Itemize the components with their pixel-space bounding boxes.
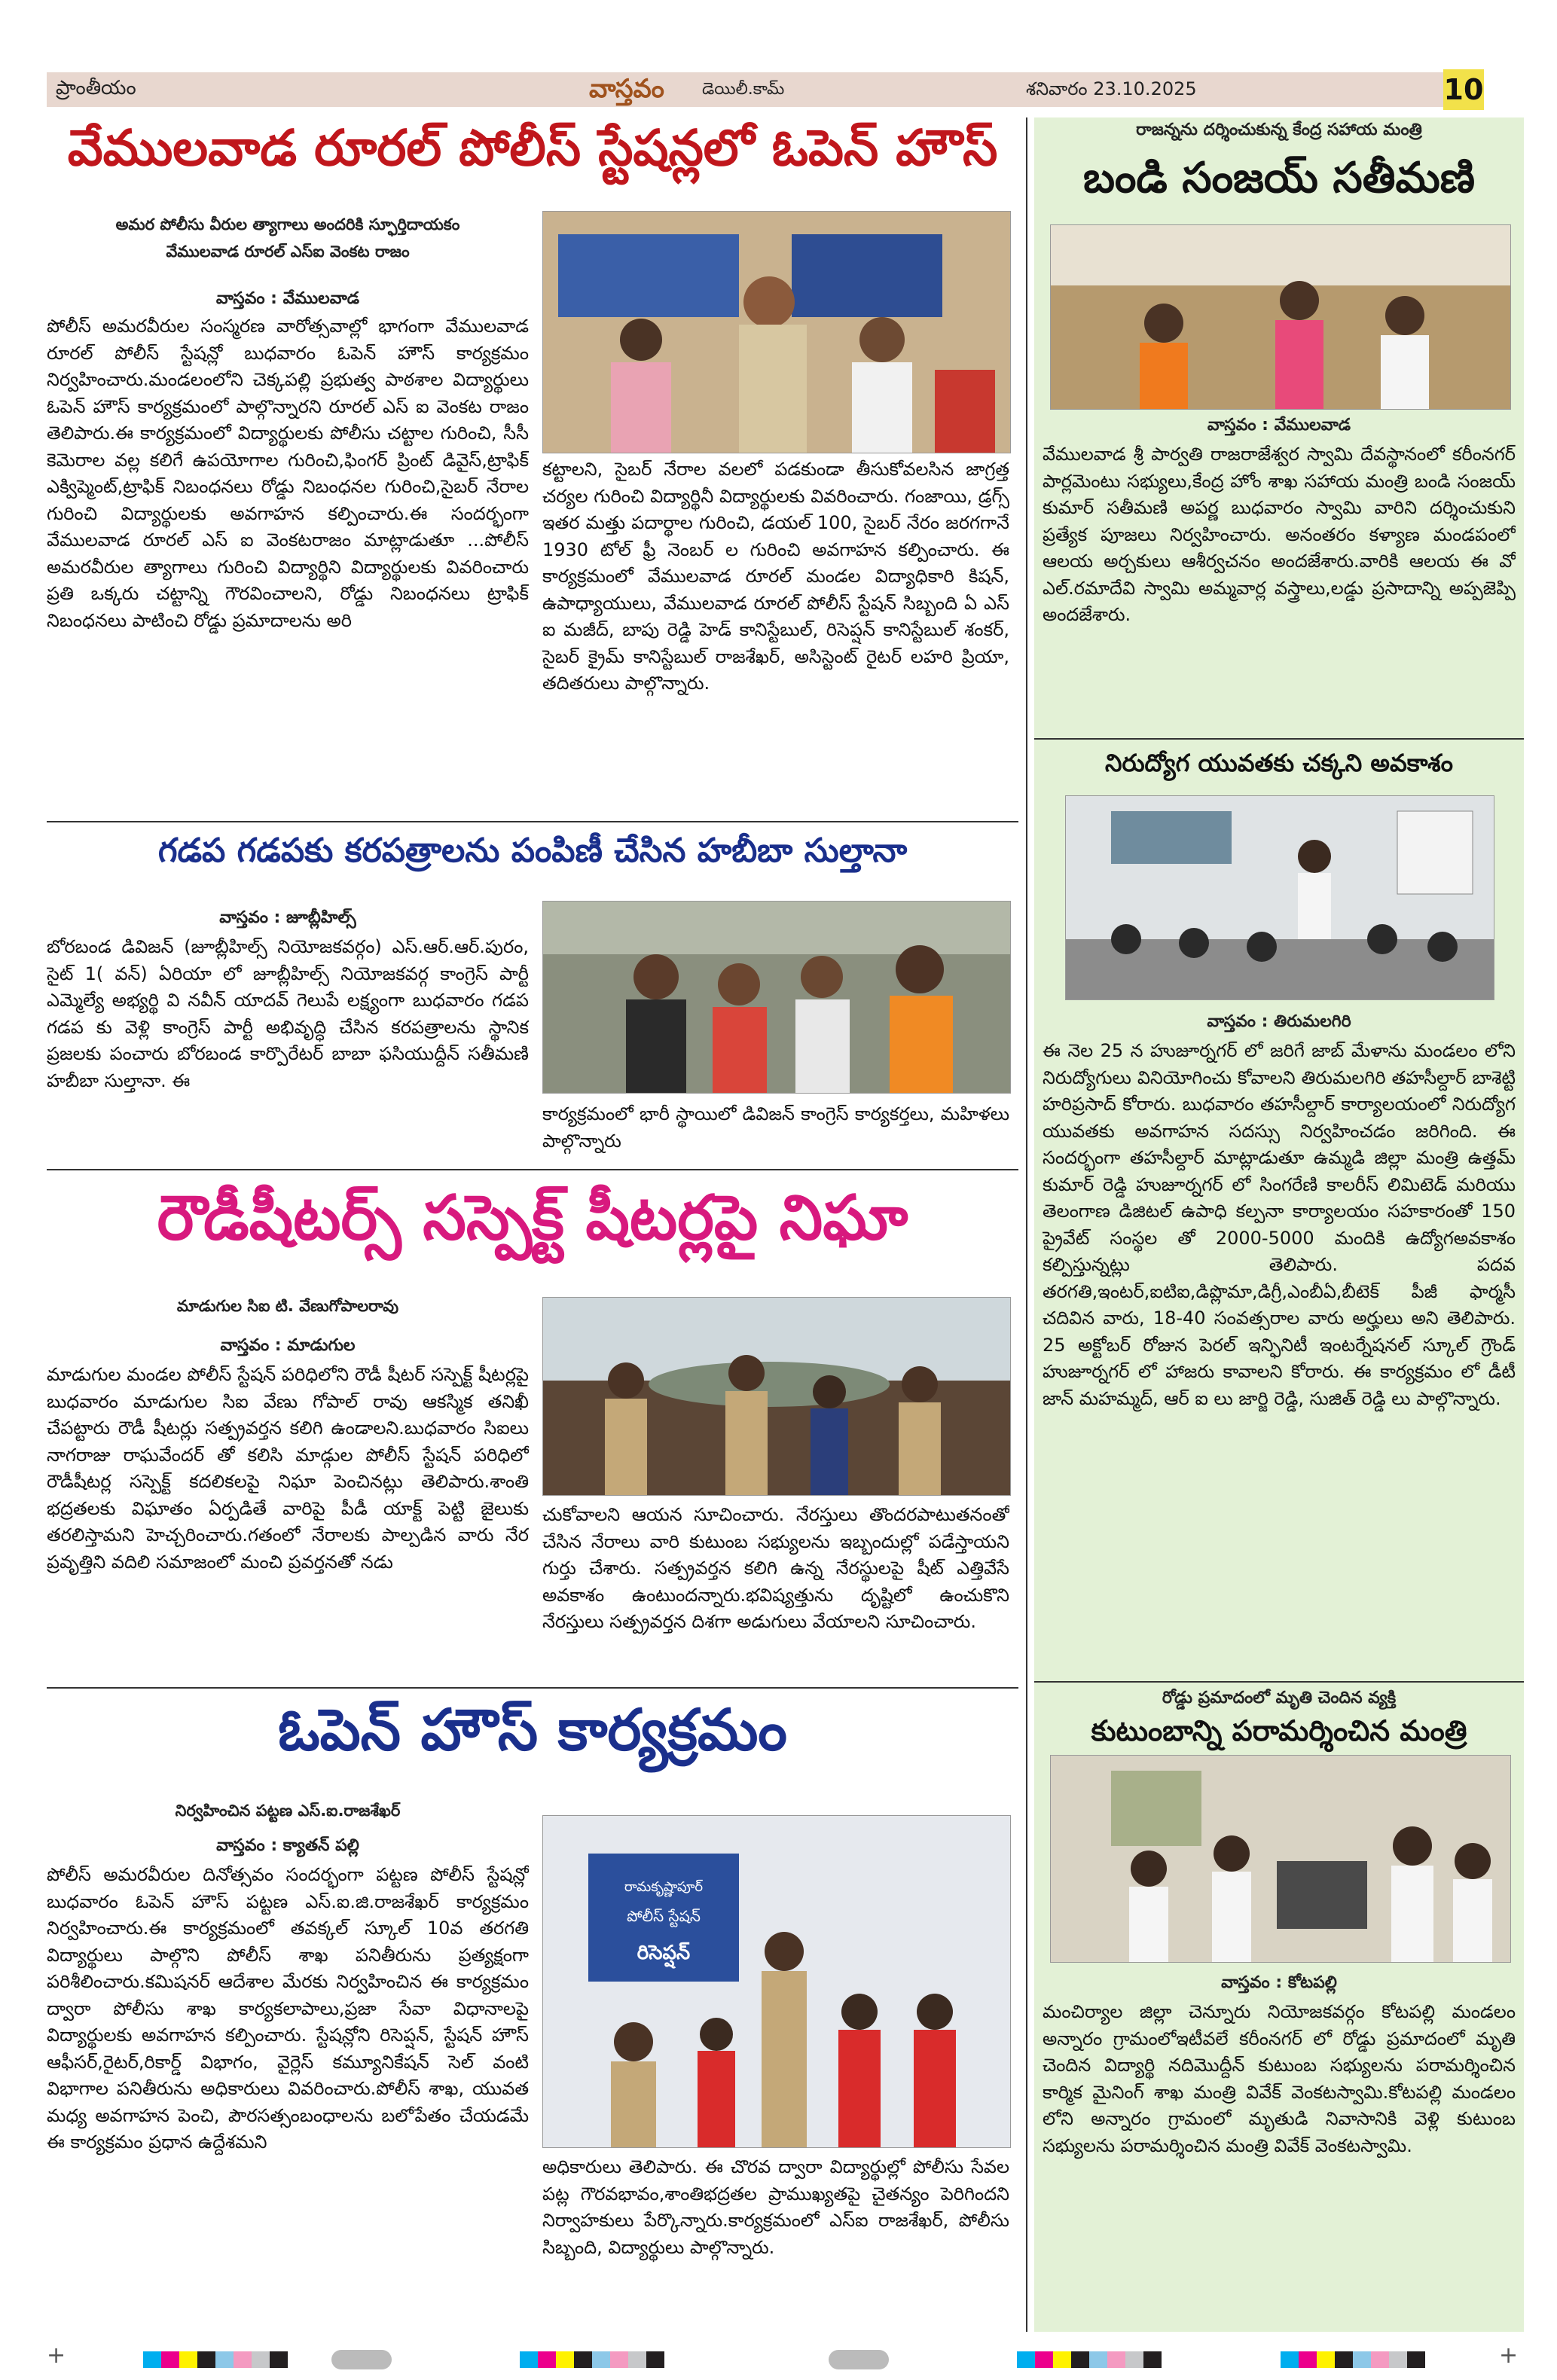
sidebar-separator	[1034, 738, 1524, 740]
sidebar-story3-kicker: రోడ్డు ప్రమాదంలో మృతి చెందిన వ్యక్తి	[1162, 1689, 1397, 1707]
page-number: 10	[1443, 69, 1484, 110]
sidebar-story1-photo	[1050, 224, 1511, 410]
article1-body-col2: కట్టాలని, సైబర్ నేరాల వలలో పడకుండా తీసుకోవలసిన జాగ్రత్త చర్యల గురించి విద్యార్థినీ విద్యార్థులకు వివరించారు. గంజాయి, డ్రగ్స్ ఇతర మత్తు పదార్థాల గురించి, డయల్ 100, సైబర్ నేరం జరగగానే 1930 టోల్ ఫ్రీ నెంబర్ ల గురించి అవగాహన కల్పించారు. ఈ కార్యక్రమంలో వేములవాడ రూరల్ మండల విద్యాధికారి కిషన్, ఉపాధ్యాయులు, వేములవాడ రూరల్ పోలీస్ స్టేషన్ సిబ్బంది ఏ ఎస్ ఐ మజీద్, బాపు రెడ్డి హెడ్ కానిస్టేబుల్, రిసెప్షన్ కానిస్టేబుల్ శంకర్, సైబర్ క్రైమ్ కానిస్టేబుల్ రాజశేఖర్, అసిస్టెంట్ రైటర్ లహరి ప్రియా, తదితరులు పాల్గొన్నారు.	[542, 459, 1009, 694]
brand-subtitle: డెయిలీ.కామ్	[702, 80, 785, 99]
registration-oval	[331, 2350, 392, 2369]
article2-dateline: వాస్తవం : జూబ్లీహిల్స్	[219, 908, 356, 927]
article2-headline: గడప గడపకు కరపత్రాలను పంపిణీ చేసిన హబీబా సుల్తానా	[157, 831, 908, 870]
sidebar-story2-dateline: వాస్తవం : తిరుమలగిరి	[1207, 1012, 1351, 1031]
sidebar-story3-headline: కుటుంబాన్ని పరామర్శించిన మంత్రి	[1091, 1714, 1467, 1747]
article4-body-col2: అధికారులు తెలిపారు. ఈ చొరవ ద్వారా విద్యార్థుల్లో పోలీసు సేవల పట్ల గౌరవభావం,శాంతిభద్రతల ప్రాముఖ్యతపై చైతన్యం పెరిగిందని నిర్వాహకులు పేర్కొన్నారు.కార్యక్రమంలో ఎస్ఐ రాజశేఖర్, పోలీసు సిబ్బంది, విద్యార్థులు పాల్గొన్నారు.	[542, 2156, 1009, 2258]
article4-dateline: వాస్తవం : క్యాతన్ పల్లి	[216, 1836, 359, 1855]
article-separator	[47, 1687, 1018, 1689]
registration-mark: +	[47, 2342, 66, 2369]
article3-body-col2: చుకోవాలని ఆయన సూచించారు. నేరస్తులు తొందరపాటుతనంతో చేసిన నేరాలు వారి కుటుంబ సభ్యులను ఇబ్బందుల్లో పడేస్తాయని గుర్తు చేశారు. సత్ప్రవర్తన కలిగి ఉన్న నేరస్థులపై షీట్ ఎత్తివేసే అవకాశం ఉంటుందన్నారు.భవిష్యత్తును దృష్టిలో ఉంచుకొని నేరస్తులు సత్ప్రవర్తన దిశగా అడుగులు వేయాలని సూచించారు.	[542, 1504, 1009, 1632]
article1-photo	[542, 211, 1011, 453]
color-bar	[1281, 2351, 1425, 2368]
sidebar-story2-body: ఈ నెల 25 న హుజూర్నగర్ లో జరిగే జాబ్ మేళాను మండలం లోని నిరుద్యోగులు వినియోగించు కోవాలని తిరుమలగిరి తహసీల్దార్ బాశెట్టి హరిప్రసాద్ కోరారు. బుధవారం తహసీల్దార్ కార్యాలయంలో నిరుద్యోగ యువతకు అవగాహన సదస్సు నిర్వహించడం జరిగింది. ఈ సందర్భంగా తహసీల్దార్ మాట్లాడుతూ ఉమ్మడి జిల్లా మంత్రి ఉత్తమ్ కుమార్ రెడ్డి హుజూర్నగర్ లో సింగరేణి కాలరీస్ లిమిటెడ్ మరియు తెలంగాణ డిజిటల్ ఉపాధి కల్పనా కార్యాలయం సహకారంతో 150 ప్రైవేట్ సంస్థల తో 2000-5000 మందికి ఉద్యోగఅవకాశం కల్పిస్తున్నట్లు తెలిపారు. పదవ తరగతి,ఇంటర్,ఐటిఐ,డిప్లొమా,డిగ్రీ,ఎంబీఏ,బీటెక్ పీజీ ఫార్మసీ చదివిన వారు, 18-40 సంవత్సరాల వారు అర్హులు అని తెలిపారు. 25 అక్టోబర్ రోజున పెరల్ ఇన్ఫినిటీ ఇంటర్నేషనల్ స్కూల్ గ్రౌండ్ హుజూర్నగర్ లో హాజరు కావాలని కోరారు. ఈ కార్యక్రమం లో డీటీ జాన్ మహమ్మద్, ఆర్ ఐ లు జార్జి రెడ్డి, సుజిత్ రెడ్డి లు పాల్గొన్నారు.	[1043, 1040, 1516, 1409]
sidebar-story1-dateline: వాస్తవం : వేములవాడ	[1207, 416, 1351, 435]
registration-mark: +	[1499, 2342, 1519, 2369]
article4-headline: ఓపెన్ హౌస్ కార్యక్రమం	[278, 1696, 787, 1763]
article1-subhead1: అమర పోలీసు వీరుల త్యాగాలు అందరికి స్ఫూర్తిదాయకం	[115, 215, 460, 233]
color-bar	[520, 2351, 664, 2368]
color-bar	[143, 2351, 288, 2368]
photo-sign-line2: పోలీస్ స్టేషన్	[627, 1907, 701, 1925]
sidebar-story1-headline: బండి సంజయ్ సతీమణి	[1082, 154, 1476, 203]
photo-sign-line3: రిసెప్షన్	[637, 1942, 691, 1964]
sidebar-story1-kicker: రాజన్నను దర్శించుకున్న కేంద్ర సహాయ మంత్రి	[1136, 121, 1422, 139]
article1-subhead2: వేములవాడ రూరల్ ఎస్ఐ వెంకట రాజం	[166, 243, 410, 261]
color-bar	[1017, 2351, 1162, 2368]
article4-byline: నిర్వహించిన పట్టణ ఎస్.ఐ.రాజశేఖర్	[175, 1802, 401, 1820]
sidebar-story2-photo	[1065, 795, 1494, 1000]
issue-date: శనివారం 23.10.2025	[1026, 78, 1197, 99]
article3-headline: రౌడీషీటర్స్ సస్పెక్ట్ షీటర్లపై నిఘా	[157, 1182, 908, 1254]
registration-oval	[829, 2350, 889, 2369]
article-separator	[47, 1169, 1018, 1170]
article2-body-col2: కార్యక్రమంలో భారీ స్థాయిలో డివిజన్ కాంగ్రెస్ కార్యకర్తలు, మహిళలు పాల్గొన్నారు	[542, 1103, 1009, 1152]
article4-photo	[542, 1815, 1011, 2148]
article2-photo	[542, 901, 1011, 1094]
sidebar-story3-dateline: వాస్తవం : కోటపల్లి	[1221, 1973, 1337, 1992]
sidebar-story1-body: వేములవాడ శ్రీ పార్వతి రాజరాజేశ్వర స్వామి దేవస్థానంలో కరీంనగర్ పార్లమెంటు సభ్యులు,కేంద్ర హోం శాఖ సహాయ మంత్రి బండి సంజయ్ కుమార్ సతీమణి అపర్ణ బుధవారం స్వామి వారిని దర్శించుకుని ప్రత్యేక పూజలు నిర్వహించారు. అనంతరం కళ్యాణ మండపంలో ఆలయ అర్చకులు ఆశీర్వచనం అందజేశారు.వారికి ఆలయ ఈ వో ఎల్.రమాదేవి స్వామి అమ్మవార్ల వస్త్రాలు,లడ్డు ప్రసాదాన్ని అప్పజెప్పి అందజేశారు.	[1043, 444, 1516, 625]
sidebar-story2-headline: నిరుద్యోగ యువతకు చక్కని అవకాశం	[1105, 749, 1453, 777]
article4-body-col1: పోలీస్ అమరవీరుల దినోత్సవం సందర్భంగా పట్టణ పోలీస్ స్టేషన్లో బుధవారం ఓపెన్ హౌస్ పట్టణ ఎస్.ఐ.జి.రాజశేఖర్ కార్యక్రమం నిర్వహించారు.ఈ కార్యక్రమంలో తవక్కల్ స్కూల్ 10వ తరగతి విద్యార్థులు పాల్గొని పోలీస్ శాఖ పనితీరును ప్రత్యక్షంగా పరిశీలించారు.కమిషనర్ ఆదేశాల మేరకు నిర్వహించిన ఈ కార్యక్రమం ద్వారా పోలీసు శాఖ కార్యకలాపాలు,ప్రజా సేవా విధానాలపై విద్యార్థులకు అవగాహన కల్పించారు. స్టేషన్లోని రిసెప్షన్, స్టేషన్ హౌస్ ఆఫీసర్,రైటర్,రికార్డ్ విభాగం, వైర్లెస్ కమ్యూనికేషన్ సెల్ వంటి విభాగాల పనితీరును అధికారులు వివరించారు.పోలీస్ శాఖ, యువత మధ్య అవగాహన పెంచి, పౌరసత్సంబంధాలను బలోపేతం చేయడమే ఈ కార్యక్రమం ప్రధాన ఉద్దేశమని	[47, 1864, 529, 2153]
column-divider	[1026, 117, 1027, 2332]
article2-body-col1: బోరబండ డివిజన్ (జూబ్లీహిల్స్ నియోజకవర్గం) ఎస్.ఆర్.ఆర్.పురం, సైట్ 1( వన్) ఏరియా లో జూబ్లీహిల్స్ నియోజకవర్గ కాంగ్రెస్ పార్టీ ఎమ్మెల్యే అభ్యర్థి వి నవీన్ యాదవ్ గెలుపే లక్ష్యంగా బుధవారం గడప గడప కు వెళ్లి కాంగ్రెస్ పార్టీ అభివృద్ధి చేసిన కరపత్రాలను స్థానిక ప్రజలకు పంచారు బోరబండ కార్పొరేటర్ బాబా ఫసియుద్దీన్ సతీమణి హబీబా సుల్తానా. ఈ	[47, 936, 529, 1091]
article-separator	[47, 821, 1018, 822]
brand-logo: వాస్తవం	[589, 74, 664, 104]
sidebar-separator	[1034, 1681, 1524, 1683]
article3-body-col1: మాడుగుల మండల పోలీస్ స్టేషన్ పరిధిలోని రౌడీ షీటర్ సస్పెక్ట్ షీటర్లపై బుధవారం మాడుగుల సిఐ వేణు గోపాల్ రావు ఆకస్మిక తనిఖీ చేపట్టారు రౌడీ షీటర్లు సత్ప్రవర్తన కలిగి ఉండాలని.బుధవారం సిఐలు నాగరాజు రాఘవేందర్ తో కలిసి మాడ్గుల పోలీస్ స్టేషన్ పరిధిలో రౌడీషీటర్ల సస్పెక్ట్ కదలికలపై నిఘా పెంచినట్లు తెలిపారు.శాంతి భద్రతలకు విఘాతం ఏర్పడితే వారిపై పీడీ యాక్ట్ పెట్టి జైలుకు తరలిస్తామని హెచ్చరించారు.గతంలో నేరాలకు పాల్పడిన వారు నేర ప్రవృత్తిని వదిలి సమాజంలో మంచి ప్రవర్తనతో నడు	[47, 1364, 529, 1573]
sidebar-story3-body: మంచిర్యాల జిల్లా చెన్నూరు నియోజకవర్గం కోటపల్లి మండలం అన్నారం గ్రామంలోఇటీవలే కరీంనగర్ లో రోడ్డు ప్రమాదంలో మృతి చెందిన విద్యార్థి నదిమొద్దీన్ కుటుంబ సభ్యులను పరామర్శించిన కార్మిక మైనింగ్ శాఖ మంత్రి వివేక్ వెంకటస్వామి.కోటపల్లి మండలం లోని అన్నారం గ్రామంలో మృతుడి నివాసానికి వెళ్లి కుటుంబ సభ్యులను పరామర్శించిన మంత్రి వివేక్ వెంకటస్వామి.	[1043, 2001, 1516, 2156]
article1-body-col1: పోలీస్ అమరవీరుల సంస్మరణ వారోత్సవాల్లో భాగంగా వేములవాడ రూరల్ పోలీస్ స్టేషన్లో బుధవారం ఓపెన్ హౌస్ కార్యక్రమం నిర్వహించారు.మండలంలోని చెక్కపల్లి ప్రభుత్వ పాఠశాల విద్యార్థులు ఓపెన్ హౌస్ కార్యక్రమంలో పాల్గొన్నారని రూరల్ ఎస్ ఐ వెంకట రాజం తెలిపారు.ఈ కార్యక్రమంలో విద్యార్థులకు పోలీసు చట్టాల గురించి, సీసీ కెమెరాల వల్ల కలిగే ఉపయోగాల గురించి,ఫింగర్ ప్రింట్ డివైస్,ట్రాఫిక్ ఎక్విప్మెంట్,ట్రాఫిక్ నిబంధనలు రోడ్డు నిబంధనల గురించి,సైబర్ నేరాల గురించి విద్యార్థులకు అవగాహన కల్పించారు.ఈ సందర్భంగా వేములవాడ రూరల్ ఎస్ ఐ వెంకటరాజం మాట్లాడుతూ ...పోలీస్ అమరవీరుల త్యాగాలు గురించి విద్యార్థిని విద్యార్థులకు వివరించారు ప్రతి ఒక్కరు చట్టాన్ని గౌరవించాలని, రోడ్డు నిబంధనలు ట్రాఫిక్ నిబంధనలు పాటించి రోడ్డు ప్రమాదాలను అరి	[47, 316, 529, 631]
article3-byline: మాడుగుల సిఐ టి. వేణుగోపాలరావు	[176, 1297, 399, 1315]
photo-sign-line1: రామకృష్ణాపూర్	[624, 1879, 704, 1895]
article1-headline: వేములవాడ రూరల్ పోలీస్ స్టేషన్లలో ఓపెన్ హౌస్	[67, 119, 998, 177]
section-label: ప్రాంతీయం	[56, 77, 136, 99]
article1-dateline: వాస్తవం : వేములవాడ	[215, 289, 360, 308]
article3-dateline: వాస్తవం : మాడుగుల	[220, 1336, 356, 1355]
article3-photo	[542, 1297, 1011, 1496]
sidebar-story3-photo	[1050, 1755, 1511, 1963]
masthead	[47, 72, 1484, 107]
